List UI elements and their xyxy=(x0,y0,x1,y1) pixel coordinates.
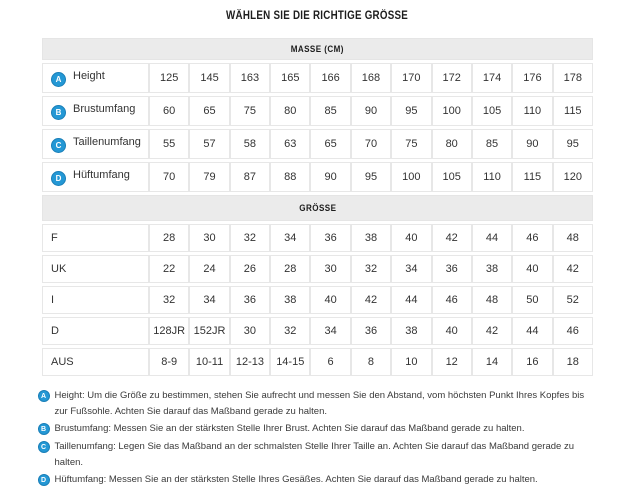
size-value-cell: 8-9 xyxy=(149,348,189,376)
size-value-cell: 44 xyxy=(391,286,431,314)
size-value-cell: 24 xyxy=(189,255,229,283)
letter-badge-icon: D xyxy=(38,474,50,486)
size-value-cell: 38 xyxy=(351,224,391,252)
measurement-label-cell xyxy=(42,162,149,192)
size-value-cell: 48 xyxy=(472,286,512,314)
measurement-value-cell: 80 xyxy=(432,129,472,159)
size-value-cell: 22 xyxy=(149,255,189,283)
size-value-cell: 28 xyxy=(270,255,310,283)
measurement-value-cell: 57 xyxy=(189,129,229,159)
size-value-cell: 38 xyxy=(270,286,310,314)
measurement-label: Hüftumfang xyxy=(73,168,130,181)
measurement-value-cell: 168 xyxy=(351,63,391,93)
size-label-cell: UK xyxy=(42,255,149,283)
size-value-cell: 34 xyxy=(391,255,431,283)
measurement-label-cell xyxy=(42,63,149,93)
measurement-label: Brustumfang xyxy=(73,102,136,115)
size-value-cell: 42 xyxy=(432,224,472,252)
footnote-text: Hüftumfang: Messen Sie an der stärksten Stelle Ihres Gesäßes. Achten Sie darauf das Maßband gerade zu halten. xyxy=(54,474,538,486)
footnote xyxy=(38,439,598,470)
measurement-value-cell: 115 xyxy=(553,96,593,126)
letter-badge-icon: A xyxy=(38,390,50,402)
measurement-label: Taillenumfang xyxy=(73,135,141,148)
size-value-cell: 36 xyxy=(230,286,270,314)
size-row xyxy=(42,224,593,252)
size-value-cell: 14-15 xyxy=(270,348,310,376)
measurement-row xyxy=(42,129,593,159)
size-value-cell: 34 xyxy=(310,317,350,345)
size-value-cell: 40 xyxy=(512,255,552,283)
size-value-cell: 10-11 xyxy=(189,348,229,376)
size-value-cell: 42 xyxy=(351,286,391,314)
measurements-body xyxy=(42,63,593,192)
size-chart-table xyxy=(42,35,593,379)
measurement-row xyxy=(42,96,593,126)
size-value-cell: 40 xyxy=(391,224,431,252)
size-value-cell: 46 xyxy=(553,317,593,345)
letter-badge-icon: D xyxy=(51,171,66,186)
sizes-body xyxy=(42,224,593,376)
measurement-value-cell: 174 xyxy=(472,63,512,93)
measurement-value-cell: 172 xyxy=(432,63,472,93)
size-value-cell: 12 xyxy=(432,348,472,376)
letter-badge-icon: C xyxy=(38,441,50,453)
footnote xyxy=(38,472,598,488)
measurement-value-cell: 79 xyxy=(189,162,229,192)
size-value-cell: 40 xyxy=(310,286,350,314)
size-value-cell: 6 xyxy=(310,348,350,376)
size-row xyxy=(42,317,593,345)
size-value-cell: 32 xyxy=(270,317,310,345)
measurement-value-cell: 105 xyxy=(472,96,512,126)
page-title-text: WÄHLEN SIE DIE RICHTIGE GRÖSSE xyxy=(226,10,409,22)
size-value-cell: 34 xyxy=(189,286,229,314)
size-row xyxy=(42,348,593,376)
size-value-cell: 18 xyxy=(553,348,593,376)
size-value-cell: 128JR xyxy=(149,317,189,345)
size-label-cell: D xyxy=(42,317,149,345)
size-value-cell: 16 xyxy=(512,348,552,376)
size-value-cell: 38 xyxy=(472,255,512,283)
measurement-value-cell: 85 xyxy=(472,129,512,159)
measurement-value-cell: 125 xyxy=(149,63,189,93)
size-value-cell: 10 xyxy=(391,348,431,376)
footnote xyxy=(38,388,598,419)
masse-section-header xyxy=(42,38,593,60)
size-value-cell: 36 xyxy=(432,255,472,283)
size-value-cell: 38 xyxy=(391,317,431,345)
size-value-cell: 42 xyxy=(472,317,512,345)
size-value-cell: 28 xyxy=(149,224,189,252)
measurement-value-cell: 176 xyxy=(512,63,552,93)
measurement-value-cell: 95 xyxy=(351,162,391,192)
measurement-value-cell: 145 xyxy=(189,63,229,93)
size-row xyxy=(42,255,593,283)
measurement-value-cell: 105 xyxy=(432,162,472,192)
size-value-cell: 30 xyxy=(230,317,270,345)
measurement-value-cell: 63 xyxy=(270,129,310,159)
measurement-value-cell: 70 xyxy=(351,129,391,159)
letter-badge-icon: A xyxy=(51,72,66,87)
measurement-value-cell: 110 xyxy=(472,162,512,192)
size-value-cell: 36 xyxy=(351,317,391,345)
size-value-cell: 14 xyxy=(472,348,512,376)
size-row xyxy=(42,286,593,314)
masse-header-label: MASSE (CM) xyxy=(290,43,345,55)
letter-badge-icon: B xyxy=(51,105,66,120)
size-value-cell: 8 xyxy=(351,348,391,376)
footnote-text: Brustumfang: Messen Sie an der stärksten Stelle Ihrer Brust. Achten Sie darauf das Maßband gerade zu halten. xyxy=(54,423,525,435)
groesse-header-row xyxy=(42,195,593,221)
measurement-value-cell: 110 xyxy=(512,96,552,126)
groesse-section-header xyxy=(42,195,593,221)
size-value-cell: 32 xyxy=(351,255,391,283)
measurement-value-cell: 120 xyxy=(553,162,593,192)
masse-header-row xyxy=(42,38,593,60)
measurement-value-cell: 90 xyxy=(512,129,552,159)
size-label-cell: F xyxy=(42,224,149,252)
measurement-value-cell: 75 xyxy=(391,129,431,159)
size-value-cell: 52 xyxy=(553,286,593,314)
measurement-value-cell: 88 xyxy=(270,162,310,192)
measurement-value-cell: 87 xyxy=(230,162,270,192)
size-value-cell: 30 xyxy=(310,255,350,283)
measurement-value-cell: 165 xyxy=(270,63,310,93)
size-value-cell: 46 xyxy=(432,286,472,314)
measurement-value-cell: 163 xyxy=(230,63,270,93)
size-label-cell: AUS xyxy=(42,348,149,376)
page-title xyxy=(0,10,635,22)
size-value-cell: 44 xyxy=(472,224,512,252)
measurement-label-cell xyxy=(42,96,149,126)
measurement-value-cell: 65 xyxy=(310,129,350,159)
groesse-header-section xyxy=(42,195,593,221)
measurement-value-cell: 60 xyxy=(149,96,189,126)
size-value-cell: 40 xyxy=(432,317,472,345)
size-value-cell: 26 xyxy=(230,255,270,283)
measurement-label: Height xyxy=(73,69,105,82)
footnote-text: Taillenumfang: Legen Sie das Maßband an der schmalsten Stelle Ihrer Taille an. Achten Sie darauf das Maßband gerade zu halten. xyxy=(54,441,574,468)
size-value-cell: 46 xyxy=(512,224,552,252)
measurement-value-cell: 95 xyxy=(553,129,593,159)
measurement-value-cell: 65 xyxy=(189,96,229,126)
measurement-value-cell: 55 xyxy=(149,129,189,159)
size-value-cell: 32 xyxy=(230,224,270,252)
measurement-value-cell: 95 xyxy=(391,96,431,126)
measurement-value-cell: 58 xyxy=(230,129,270,159)
measurement-value-cell: 80 xyxy=(270,96,310,126)
size-value-cell: 152JR xyxy=(189,317,229,345)
letter-badge-icon: B xyxy=(38,423,50,435)
size-value-cell: 44 xyxy=(512,317,552,345)
masse-header-section xyxy=(42,38,593,60)
footnotes xyxy=(38,388,598,488)
size-value-cell: 48 xyxy=(553,224,593,252)
size-value-cell: 34 xyxy=(270,224,310,252)
measurement-value-cell: 85 xyxy=(310,96,350,126)
measurement-label-cell xyxy=(42,129,149,159)
measurement-row xyxy=(42,162,593,192)
measurement-value-cell: 166 xyxy=(310,63,350,93)
size-value-cell: 50 xyxy=(512,286,552,314)
measurement-value-cell: 100 xyxy=(391,162,431,192)
letter-badge-icon: C xyxy=(51,138,66,153)
footnote-text: Height: Um die Größe zu bestimmen, stehen Sie aufrecht und messen Sie den Abstand, vom höchsten Punkt Ihres Kopfes bis zur Fußsohle. Achten Sie darauf das Maßband gerade zu halten. xyxy=(54,390,585,417)
size-value-cell: 30 xyxy=(189,224,229,252)
size-value-cell: 36 xyxy=(310,224,350,252)
footnote xyxy=(38,421,598,437)
size-value-cell: 12-13 xyxy=(230,348,270,376)
measurement-value-cell: 75 xyxy=(230,96,270,126)
measurement-value-cell: 115 xyxy=(512,162,552,192)
size-label-cell: I xyxy=(42,286,149,314)
measurement-row xyxy=(42,63,593,93)
size-value-cell: 32 xyxy=(149,286,189,314)
measurement-value-cell: 90 xyxy=(310,162,350,192)
measurement-value-cell: 178 xyxy=(553,63,593,93)
measurement-value-cell: 100 xyxy=(432,96,472,126)
measurement-value-cell: 70 xyxy=(149,162,189,192)
measurement-value-cell: 170 xyxy=(391,63,431,93)
measurement-value-cell: 90 xyxy=(351,96,391,126)
groesse-header-label: GRÖSSE xyxy=(298,202,337,214)
size-value-cell: 42 xyxy=(553,255,593,283)
